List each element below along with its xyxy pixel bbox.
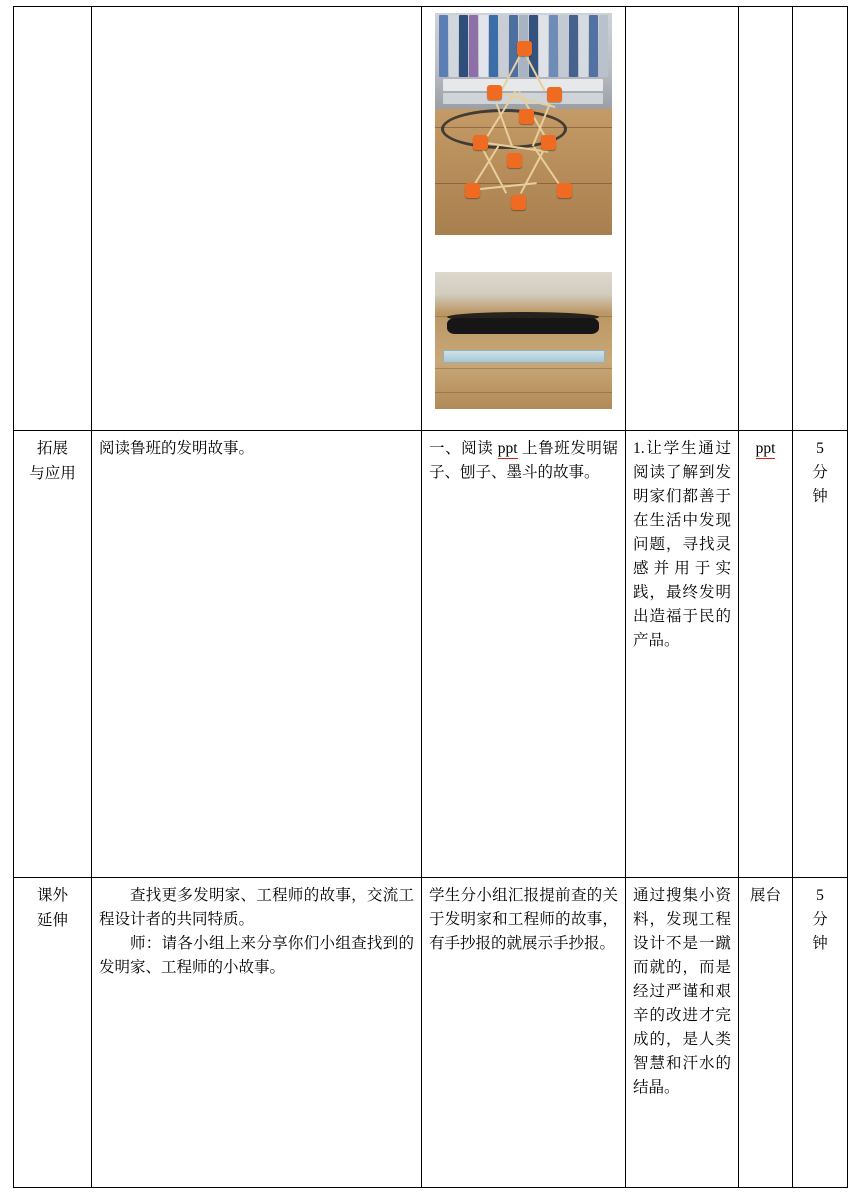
media-label	[746, 437, 785, 461]
cell-intent-extend	[626, 431, 739, 878]
ruler	[443, 350, 605, 363]
cell-time-extend	[793, 431, 848, 878]
marshmallow-node	[473, 135, 488, 150]
cell-stage-images	[14, 7, 92, 431]
cell-content-extend	[92, 431, 422, 878]
marshmallow-node	[511, 195, 526, 210]
cell-time-images	[793, 7, 848, 431]
table-row	[14, 7, 848, 431]
content-paragraph-1: 查找更多发明家、工程师的故事，交流工程设计者的共同特质。	[99, 887, 414, 929]
time-label: 5 分 钟	[812, 887, 828, 953]
activity-text: 一、阅读 ppt 上鲁班发明锯子、刨子、墨斗的故事。	[429, 440, 618, 482]
content-text	[92, 7, 421, 19]
activity-text: 学生分小组汇报提前查的关于发明家和工程师的故事，有手抄报的就展示手抄报。	[429, 887, 618, 953]
table-row	[14, 431, 848, 878]
stage-label: 课外 延伸	[36, 887, 68, 929]
bookshelf-background	[435, 13, 612, 109]
marshmallow-node	[541, 135, 556, 150]
marshmallow-node	[547, 87, 562, 102]
marshmallow-node	[519, 109, 534, 124]
intent-text	[626, 7, 738, 19]
cell-intent-images	[626, 7, 739, 431]
cell-content-afterclass	[92, 878, 422, 1188]
media-label-text: ppt	[755, 440, 776, 457]
cell-activity-afterclass	[422, 878, 626, 1188]
marshmallow-node	[517, 41, 532, 56]
marshmallow-node	[487, 85, 502, 100]
media-label: 展台	[749, 887, 781, 904]
cell-stage-extend	[14, 431, 92, 878]
black-strip-ruler-photo	[435, 272, 612, 409]
time-label: 5 分 钟	[812, 440, 828, 506]
intent-text: 通过搜集小资料，发现工程设计不是一蹴而就的，而是经过严谨和艰辛的改进才完成的，是人类智慧和汗水的结晶。	[633, 887, 731, 1097]
cell-media-images	[739, 7, 793, 431]
cell-activity-extend	[422, 431, 626, 878]
activity-photos	[422, 7, 625, 415]
cell-intent-afterclass	[626, 878, 739, 1188]
cell-activity-images	[422, 7, 626, 431]
cell-time-afterclass	[793, 878, 848, 1188]
cell-content-images	[92, 7, 422, 431]
cell-media-afterclass	[739, 878, 793, 1188]
marshmallow-node	[465, 183, 480, 198]
lesson-plan-table	[13, 6, 848, 1188]
cell-stage-afterclass	[14, 878, 92, 1188]
wood-surface	[435, 272, 612, 409]
marshmallow-node	[557, 183, 572, 198]
table-row	[14, 878, 848, 1188]
content-text: 阅读鲁班的发明故事。	[99, 440, 255, 457]
stage-label: 拓展 与应用	[29, 440, 76, 482]
document-page	[0, 6, 860, 1204]
content-paragraph-2: 师：请各小组上来分享你们小组查找到的发明家、工程师的小故事。	[99, 935, 414, 977]
marshmallow-tower-photo	[435, 13, 612, 235]
intent-text: 1.让学生通过阅读了解到发明家们都善于在生活中发现问题，寻找灵感并用于实践，最终发明出造福于民的产品。	[633, 440, 731, 650]
marshmallow-node	[507, 153, 522, 168]
cell-media-extend	[739, 431, 793, 878]
black-paper-strip	[447, 318, 599, 334]
